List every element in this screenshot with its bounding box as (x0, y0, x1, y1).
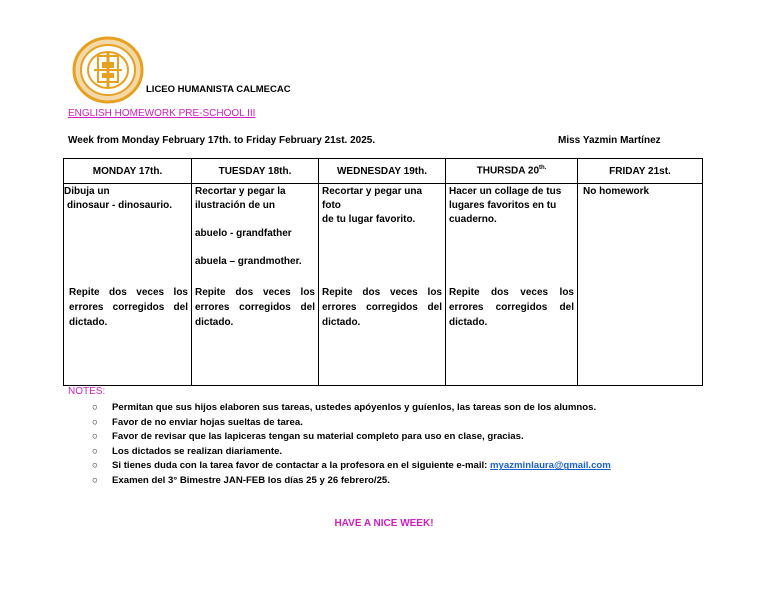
notes-title: NOTES: (68, 386, 106, 397)
list-item (92, 430, 611, 445)
list-item (92, 445, 611, 460)
monday-line-2: dinosaur - dinosaurio. (67, 200, 173, 211)
header-thursday-sup: th. (539, 165, 547, 172)
header-thursday-label: THURSDA 20 (476, 165, 540, 177)
teacher-name: Miss Yazmin Martínez (558, 135, 661, 146)
cell-thursday (446, 184, 578, 386)
thursday-line-2: lugares favoritos en tu (449, 200, 557, 211)
header-monday: MONDAY 17th. (64, 159, 192, 184)
wednesday-line-1: Recortar y pegar una foto (322, 186, 423, 211)
email-link[interactable]: myazminlaura@gmail.com (490, 460, 611, 472)
thursday-line-3: cuaderno. (449, 214, 497, 225)
note-text: Favor de revisar que las lapiceras tengan su material completo para uso en clase, gracias. (112, 431, 524, 443)
note-text: Si tienes duda con la tarea favor de contactar a la profesora en el siguiente e-mail: (112, 460, 491, 472)
school-logo (72, 36, 144, 104)
monday-line-1: Dibuja un (64, 186, 110, 197)
header-tuesday: TUESDAY 18th. (192, 159, 319, 184)
week-range: Week from Monday February 17th. to Friday February 21st. 2025. (68, 135, 376, 146)
list-item (92, 474, 611, 489)
school-name: LICEO HUMANISTA CALMECAC (146, 84, 291, 95)
wednesday-line-2: de tu lugar favorito. (322, 214, 416, 225)
tuesday-line-4: abuela – grandmother. (195, 256, 302, 267)
tuesday-repite: Repite dos veces los errores corregidos del dictado. (195, 287, 315, 328)
notes-list (92, 401, 611, 489)
note-text: Los dictados se realizan diariamente. (112, 445, 283, 457)
list-item (92, 401, 611, 416)
table-row (64, 184, 703, 386)
note-text: Favor de no enviar hojas sueltas de tarea. (112, 416, 303, 428)
cell-monday (64, 184, 192, 386)
header-friday: FRIDAY 21st. (578, 159, 703, 184)
cell-friday (578, 184, 703, 386)
bullet-icon: ○ (92, 402, 98, 413)
homework-table (63, 158, 703, 386)
bullet-icon: ○ (92, 431, 98, 443)
cell-tuesday (192, 184, 319, 386)
friday-line-1: No homework (583, 186, 650, 197)
monday-repite: Repite dos veces los errores corregidos del dictado. (69, 287, 188, 328)
tuesday-line-3: abuelo - grandfather (195, 228, 292, 239)
bullet-icon: ○ (92, 445, 98, 457)
note-text: Examen del 3° Bimestre JAN-FEB los días 25 y 26 febrero/25. (112, 474, 390, 486)
tuesday-line-2: ilustración de un (195, 200, 276, 211)
bullet-icon: ○ (92, 416, 98, 428)
bullet-icon: ○ (92, 460, 98, 472)
wednesday-repite: Repite dos veces los errores corregidos del dictado. (322, 287, 442, 328)
thursday-repite: Repite dos veces los errores corregidos del dictado. (449, 287, 574, 328)
note-text: Permitan que sus hijos elaboren sus tareas, ustedes apóyenlos y guíenlos, las tareas son de los alumnos. (112, 402, 597, 413)
header-wednesday: WEDNESDAY 19th. (319, 159, 446, 184)
homework-subject: ENGLISH HOMEWORK PRE-SCHOOL III (68, 108, 256, 119)
closing-message: HAVE A NICE WEEK! (334, 518, 434, 529)
header-thursday (446, 159, 578, 184)
list-item (92, 459, 611, 474)
cell-wednesday (319, 184, 446, 386)
list-item (92, 416, 611, 431)
bullet-icon: ○ (92, 474, 98, 486)
tuesday-line-1: Recortar y pegar la (195, 186, 286, 197)
thursday-line-1: Hacer un collage de tus (449, 186, 562, 197)
table-header-row (64, 159, 703, 184)
